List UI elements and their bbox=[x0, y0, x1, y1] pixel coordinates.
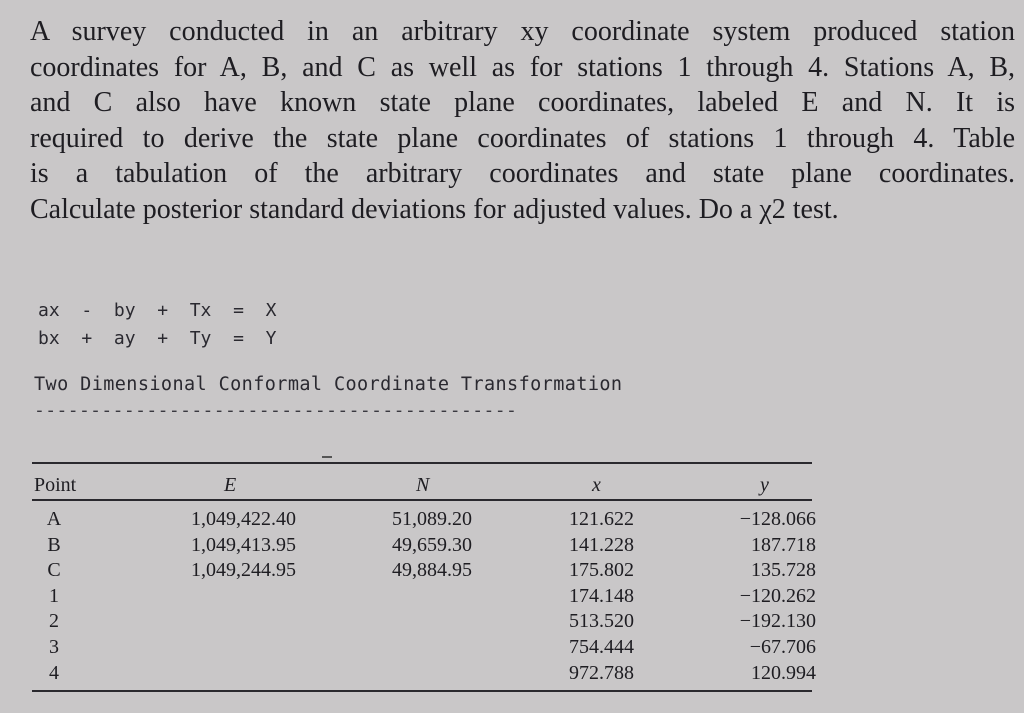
table-cell-y: −120.262 bbox=[739, 584, 816, 607]
table-cell-point: 1 bbox=[49, 584, 59, 607]
table-cell-point: C bbox=[47, 559, 61, 582]
table-cell-x: 513.520 bbox=[569, 610, 634, 633]
header-E: E bbox=[224, 474, 237, 496]
table-cell-x: 972.788 bbox=[569, 661, 634, 684]
table-cell-x: 174.148 bbox=[569, 584, 634, 607]
table-cell-x: 121.622 bbox=[569, 508, 634, 530]
dashed-divider: ------------------------------------------- bbox=[34, 400, 518, 421]
problem-line: required to derive the state plane coordinates of stations 1 through 4. Table bbox=[30, 122, 1015, 154]
table-cell-x: 175.802 bbox=[569, 559, 634, 582]
table-cell-point: 4 bbox=[49, 661, 59, 684]
table-cell-N: 49,884.95 bbox=[392, 559, 472, 582]
table-cell-E: 1,049,244.95 bbox=[191, 559, 296, 582]
header-x: x bbox=[592, 474, 601, 496]
transform-title: Two Dimensional Conformal Coordinate Transformation bbox=[34, 374, 623, 395]
table-cell-x: 141.228 bbox=[569, 533, 634, 556]
equation-x: ax - by + Tx = X bbox=[38, 300, 277, 321]
table-cell-y: −192.130 bbox=[739, 610, 816, 633]
table-cell-point: 2 bbox=[49, 610, 59, 633]
table-top-rule bbox=[32, 462, 812, 464]
header-N: N bbox=[416, 474, 430, 496]
problem-line: A survey conducted in an arbitrary xy coordinate system produced station bbox=[30, 16, 1015, 47]
table-cell-x: 754.444 bbox=[569, 636, 634, 658]
table-cell-y: −67.706 bbox=[749, 636, 816, 658]
header-point: Point bbox=[34, 474, 77, 496]
table-cell-point: B bbox=[47, 533, 61, 556]
problem-statement bbox=[30, 14, 1015, 227]
table-header-rule bbox=[32, 499, 812, 501]
equation-y: bx + ay + Ty = Y bbox=[38, 328, 277, 349]
problem-line: coordinates for A, B, and C as well as for stations 1 through 4. Stations A, B, bbox=[30, 51, 1015, 83]
table-cell-E: 1,049,413.95 bbox=[191, 533, 296, 556]
table-cell-point: A bbox=[46, 508, 62, 530]
table-cell-N: 51,089.20 bbox=[392, 508, 472, 530]
table-cell-y: −128.066 bbox=[739, 508, 816, 530]
table-cell-y: 120.994 bbox=[751, 661, 816, 684]
table-cell-y: 135.728 bbox=[751, 559, 816, 582]
problem-line: and C also have known state plane coordinates, labeled E and N. It is bbox=[30, 87, 1015, 118]
table-cell-y: 187.718 bbox=[751, 533, 816, 556]
header-y: y bbox=[760, 474, 769, 496]
table-bottom-rule bbox=[32, 690, 812, 692]
table-cell-N: 49,659.30 bbox=[392, 533, 472, 556]
table-cell-E: 1,049,422.40 bbox=[191, 508, 296, 530]
problem-line: Calculate posterior standard deviations for adjusted values. Do a χ2 test. bbox=[30, 193, 839, 225]
problem-line: is a tabulation of the arbitrary coordinates and state plane coordinates. bbox=[30, 158, 1015, 189]
table-tick-mark bbox=[322, 456, 332, 458]
table-cell-point: 3 bbox=[49, 636, 59, 658]
